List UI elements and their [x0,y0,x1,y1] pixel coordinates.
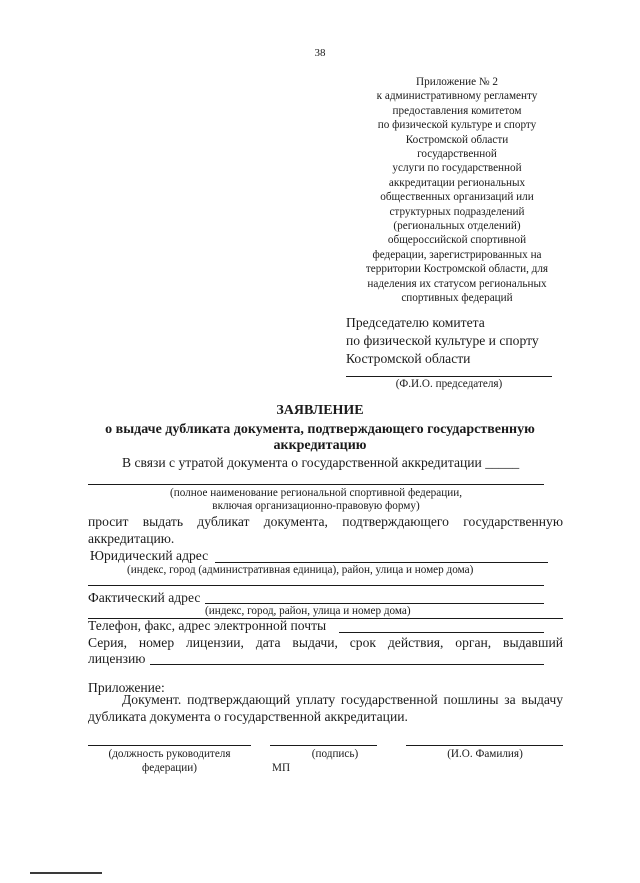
addressee-line: по физической культуре и спорту [346,333,539,348]
position-caption: (должность руководителя [108,748,231,760]
legal-address-caption: (индекс, город (административная единица), район, улица и номер дома) [127,564,474,576]
org-name-line[interactable] [88,484,544,485]
chairman-name-caption: (Ф.И.О. председателя) [395,378,503,390]
stamp-mark: МП [272,762,291,774]
addressee-line: Председателю комитета [346,315,485,330]
legal-address-field-2[interactable] [88,585,544,586]
attachment-text: Документ. подтверждающий уплату государственной пошлины за выдачу [122,692,563,707]
license-label: лицензию [88,651,146,666]
request-text: аккредитацию. [88,531,175,546]
request-text: просит выдать дубликат документа, подтверждающего государственную [88,514,563,529]
attachment-label: Приложение: [88,680,165,695]
attachment-text: дубликата документа о государственной аккредитации. [88,709,408,724]
actual-address-label: Фактический адрес [88,590,201,605]
appendix-line: спортивных федераций [401,292,513,305]
appendix-line: структурных подразделений [389,205,525,218]
addressee-line: Костромской области [346,351,471,366]
document-title: ЗАЯВЛЕНИЕ [276,403,364,418]
appendix-line: предоставления комитетом [392,104,522,117]
loss-statement: В связи с утратой документа о государственной аккредитации _____ [122,455,520,470]
actual-address-caption: (индекс, город, район, улица и номер дома) [205,605,411,617]
chairman-name-line[interactable] [346,376,552,377]
signature-field[interactable] [270,745,377,746]
org-name-caption: (полное наименование региональной спортивной федерации, [169,487,462,499]
appendix-line: Костромской области [405,133,509,146]
contacts-label: Телефон, факс, адрес электронной почты [88,618,327,633]
appendix-line: услуги по государственной [392,162,522,175]
appendix-line: территории Костромской области, для [365,263,549,276]
addressee-block [346,314,539,368]
signature-caption: (подпись) [311,748,359,760]
appendix-line: наделения их статусом региональных [367,277,547,290]
appendix-line: федерации, зарегистрированных на [372,248,542,261]
appendix-line: по физической культуре и спорту [377,119,537,132]
license-field[interactable] [150,664,544,665]
appendix-line: аккредитации региональных [388,176,526,189]
legal-address-label: Юридический адрес [90,548,209,563]
actual-address-field[interactable] [205,603,544,604]
contacts-field[interactable] [339,632,544,633]
page-number: 38 [314,47,326,59]
appendix-line: к административному регламенту [376,90,538,103]
license-text: Серия, номер лицензии, дата выдачи, срок действия, орган, выдавший [88,635,563,650]
appendix-line: общероссийской спортивной [387,234,527,247]
org-name-caption: включая организационно-правовую форму) [212,500,420,512]
appendix-line: Приложение № 2 [416,76,498,88]
document-subtitle: о выдаче дубликата документа, подтверждающего государственную [105,422,535,437]
name-field[interactable] [406,745,563,746]
position-field[interactable] [88,745,251,746]
appendix-line: общественных организаций или [380,191,534,204]
appendix-block [352,75,562,306]
name-caption: (И.О. Фамилия) [447,748,523,760]
position-caption: федерации) [142,762,197,774]
document-subtitle-cont: аккредитацию [273,438,367,453]
legal-address-field[interactable] [215,562,548,563]
scan-artifact-mark [30,872,102,874]
appendix-line: государственной [417,148,497,161]
appendix-line: (региональных отделений) [393,220,521,233]
